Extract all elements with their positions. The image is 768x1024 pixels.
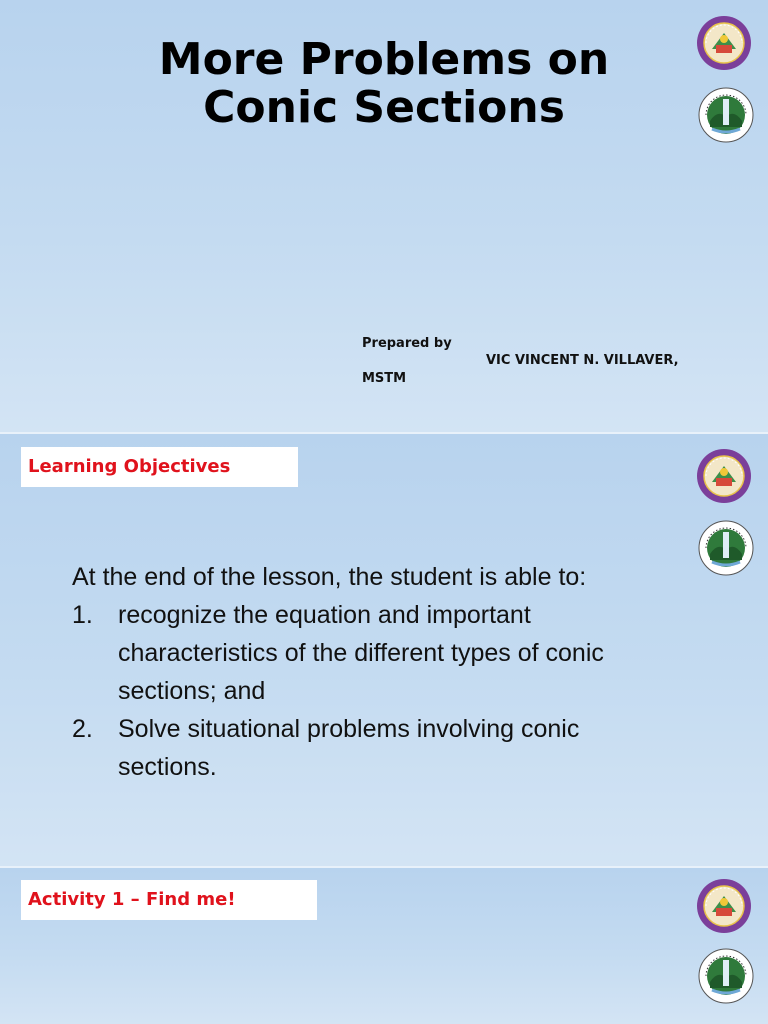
list-item [72, 710, 632, 786]
school-seal-icon [698, 948, 754, 1004]
section-heading: Learning Objectives [21, 447, 298, 487]
objectives-body [72, 558, 632, 786]
title-line-1: More Problems on [158, 34, 610, 85]
slide-learning-objectives [0, 434, 768, 866]
objectives-intro: At the end of the lesson, the student is able to: [72, 563, 587, 591]
list-number: 1. [72, 601, 93, 629]
prepared-by-label: Prepared by [362, 336, 452, 351]
school-seal-icon [698, 520, 754, 576]
slide-title [0, 0, 768, 432]
list-item [72, 596, 632, 710]
division-seal-icon [696, 15, 752, 71]
section-heading: Activity 1 – Find me! [21, 880, 317, 920]
list-number: 2. [72, 715, 93, 743]
list-text: recognize the equation and important characteristics of the different types of conic sections; and [118, 601, 604, 705]
division-seal-icon [696, 878, 752, 934]
slide-activity [0, 868, 768, 1024]
author-degree: MSTM [362, 371, 407, 386]
list-text: Solve situational problems involving conic sections. [118, 715, 580, 781]
objectives-list [72, 596, 632, 786]
division-seal-icon [696, 448, 752, 504]
page-title [0, 36, 768, 132]
title-line-2: Conic Sections [203, 82, 565, 133]
author-name: VIC VINCENT N. VILLAVER, [486, 353, 679, 368]
school-seal-icon [698, 87, 754, 143]
